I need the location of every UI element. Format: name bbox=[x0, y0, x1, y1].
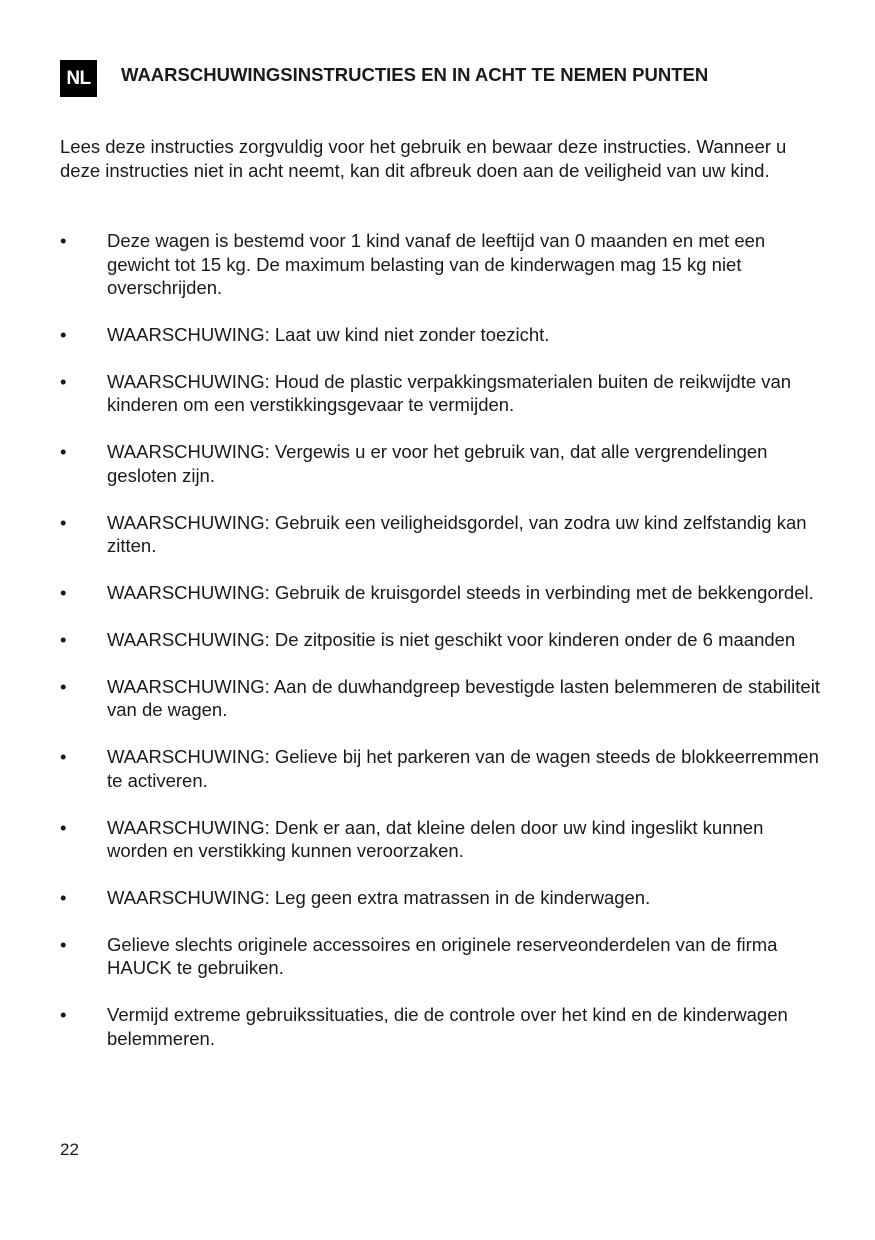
warning-text: Vermijd extreme gebruikssituaties, die de controle over het kind en de kinderwagen belemmeren. bbox=[107, 1004, 788, 1049]
bullet-icon: • bbox=[60, 816, 67, 838]
warning-item bbox=[60, 675, 820, 722]
bullet-icon: • bbox=[60, 1004, 67, 1026]
warning-item bbox=[60, 440, 820, 487]
warning-item bbox=[60, 745, 820, 792]
warning-text: WAARSCHUWING: Vergewis u er voor het gebruik van, dat alle vergrendelingen gesloten zijn. bbox=[107, 441, 768, 486]
warning-item bbox=[60, 816, 820, 863]
warning-text: WAARSCHUWING: Denk er aan, dat kleine delen door uw kind ingeslikt kunnen worden en verstikking kunnen veroorzaken. bbox=[107, 816, 764, 862]
warning-item bbox=[60, 323, 820, 347]
bullet-icon: • bbox=[60, 441, 67, 463]
warning-text: Deze wagen is bestemd voor 1 kind vanaf de leeftijd van 0 maanden en met een gewicht tot 15 kg. De maximum belasting van de kinderwagen mag 15 kg niet overschrijden. bbox=[107, 230, 766, 298]
warning-text: WAARSCHUWING: Gebruik een veiligheidsgordel, van zodra uw kind zelfstandig kan zitten. bbox=[107, 511, 807, 557]
warning-text: WAARSCHUWING: Laat uw kind niet zonder toezicht. bbox=[107, 323, 550, 345]
warning-text: WAARSCHUWING: Houd de plastic verpakkingsmaterialen buiten de reikwijdte van kinderen om een verstikkingsgevaar te vermijden. bbox=[107, 370, 792, 416]
warning-text: WAARSCHUWING: Leg geen extra matrassen in de kinderwagen. bbox=[107, 886, 651, 908]
bullet-icon: • bbox=[60, 886, 67, 908]
warning-list bbox=[60, 229, 820, 1074]
warning-text: WAARSCHUWING: Gebruik de kruisgordel steeds in verbinding met de bekkengordel. bbox=[107, 581, 814, 603]
bullet-icon: • bbox=[60, 581, 67, 603]
warning-item bbox=[60, 933, 820, 980]
warning-text: WAARSCHUWING: Aan de duwhandgreep bevestigde lasten belemmeren de stabiliteit van de wagen. bbox=[107, 675, 820, 721]
bullet-icon: • bbox=[60, 746, 67, 768]
intro-paragraph: Lees deze instructies zorgvuldig voor het gebruik en bewaar deze instructies. Wanneer u deze instructies niet in acht neemt, kan dit afbreuk doen aan de veiligheid van uw kind. bbox=[60, 136, 787, 181]
bullet-icon: • bbox=[60, 933, 67, 955]
bullet-icon: • bbox=[60, 675, 67, 697]
warning-item bbox=[60, 886, 820, 910]
warning-item bbox=[60, 511, 820, 558]
bullet-icon: • bbox=[60, 323, 67, 345]
warning-item bbox=[60, 1003, 820, 1050]
warning-text: Gelieve slechts originele accessoires en originele reserveonderdelen van de firma HAUCK te gebruiken. bbox=[107, 933, 778, 979]
bullet-icon: • bbox=[60, 230, 67, 251]
bullet-icon: • bbox=[60, 628, 67, 650]
warning-text: WAARSCHUWING: De zitpositie is niet geschikt voor kinderen onder de 6 maanden bbox=[107, 628, 796, 650]
language-badge: NL bbox=[60, 60, 97, 97]
warning-item bbox=[60, 628, 820, 652]
section-heading: WAARSCHUWINGSINSTRUCTIES EN IN ACHT TE NEMEN PUNTEN bbox=[121, 64, 709, 85]
bullet-icon: • bbox=[60, 370, 67, 392]
page-number: 22 bbox=[60, 1140, 79, 1159]
bullet-icon: • bbox=[60, 511, 67, 533]
warning-item bbox=[60, 370, 820, 417]
warning-item bbox=[60, 229, 820, 300]
warning-text: WAARSCHUWING: Gelieve bij het parkeren van de wagen steeds de blokkeerremmen te activeren. bbox=[107, 746, 819, 791]
warning-item bbox=[60, 581, 820, 605]
